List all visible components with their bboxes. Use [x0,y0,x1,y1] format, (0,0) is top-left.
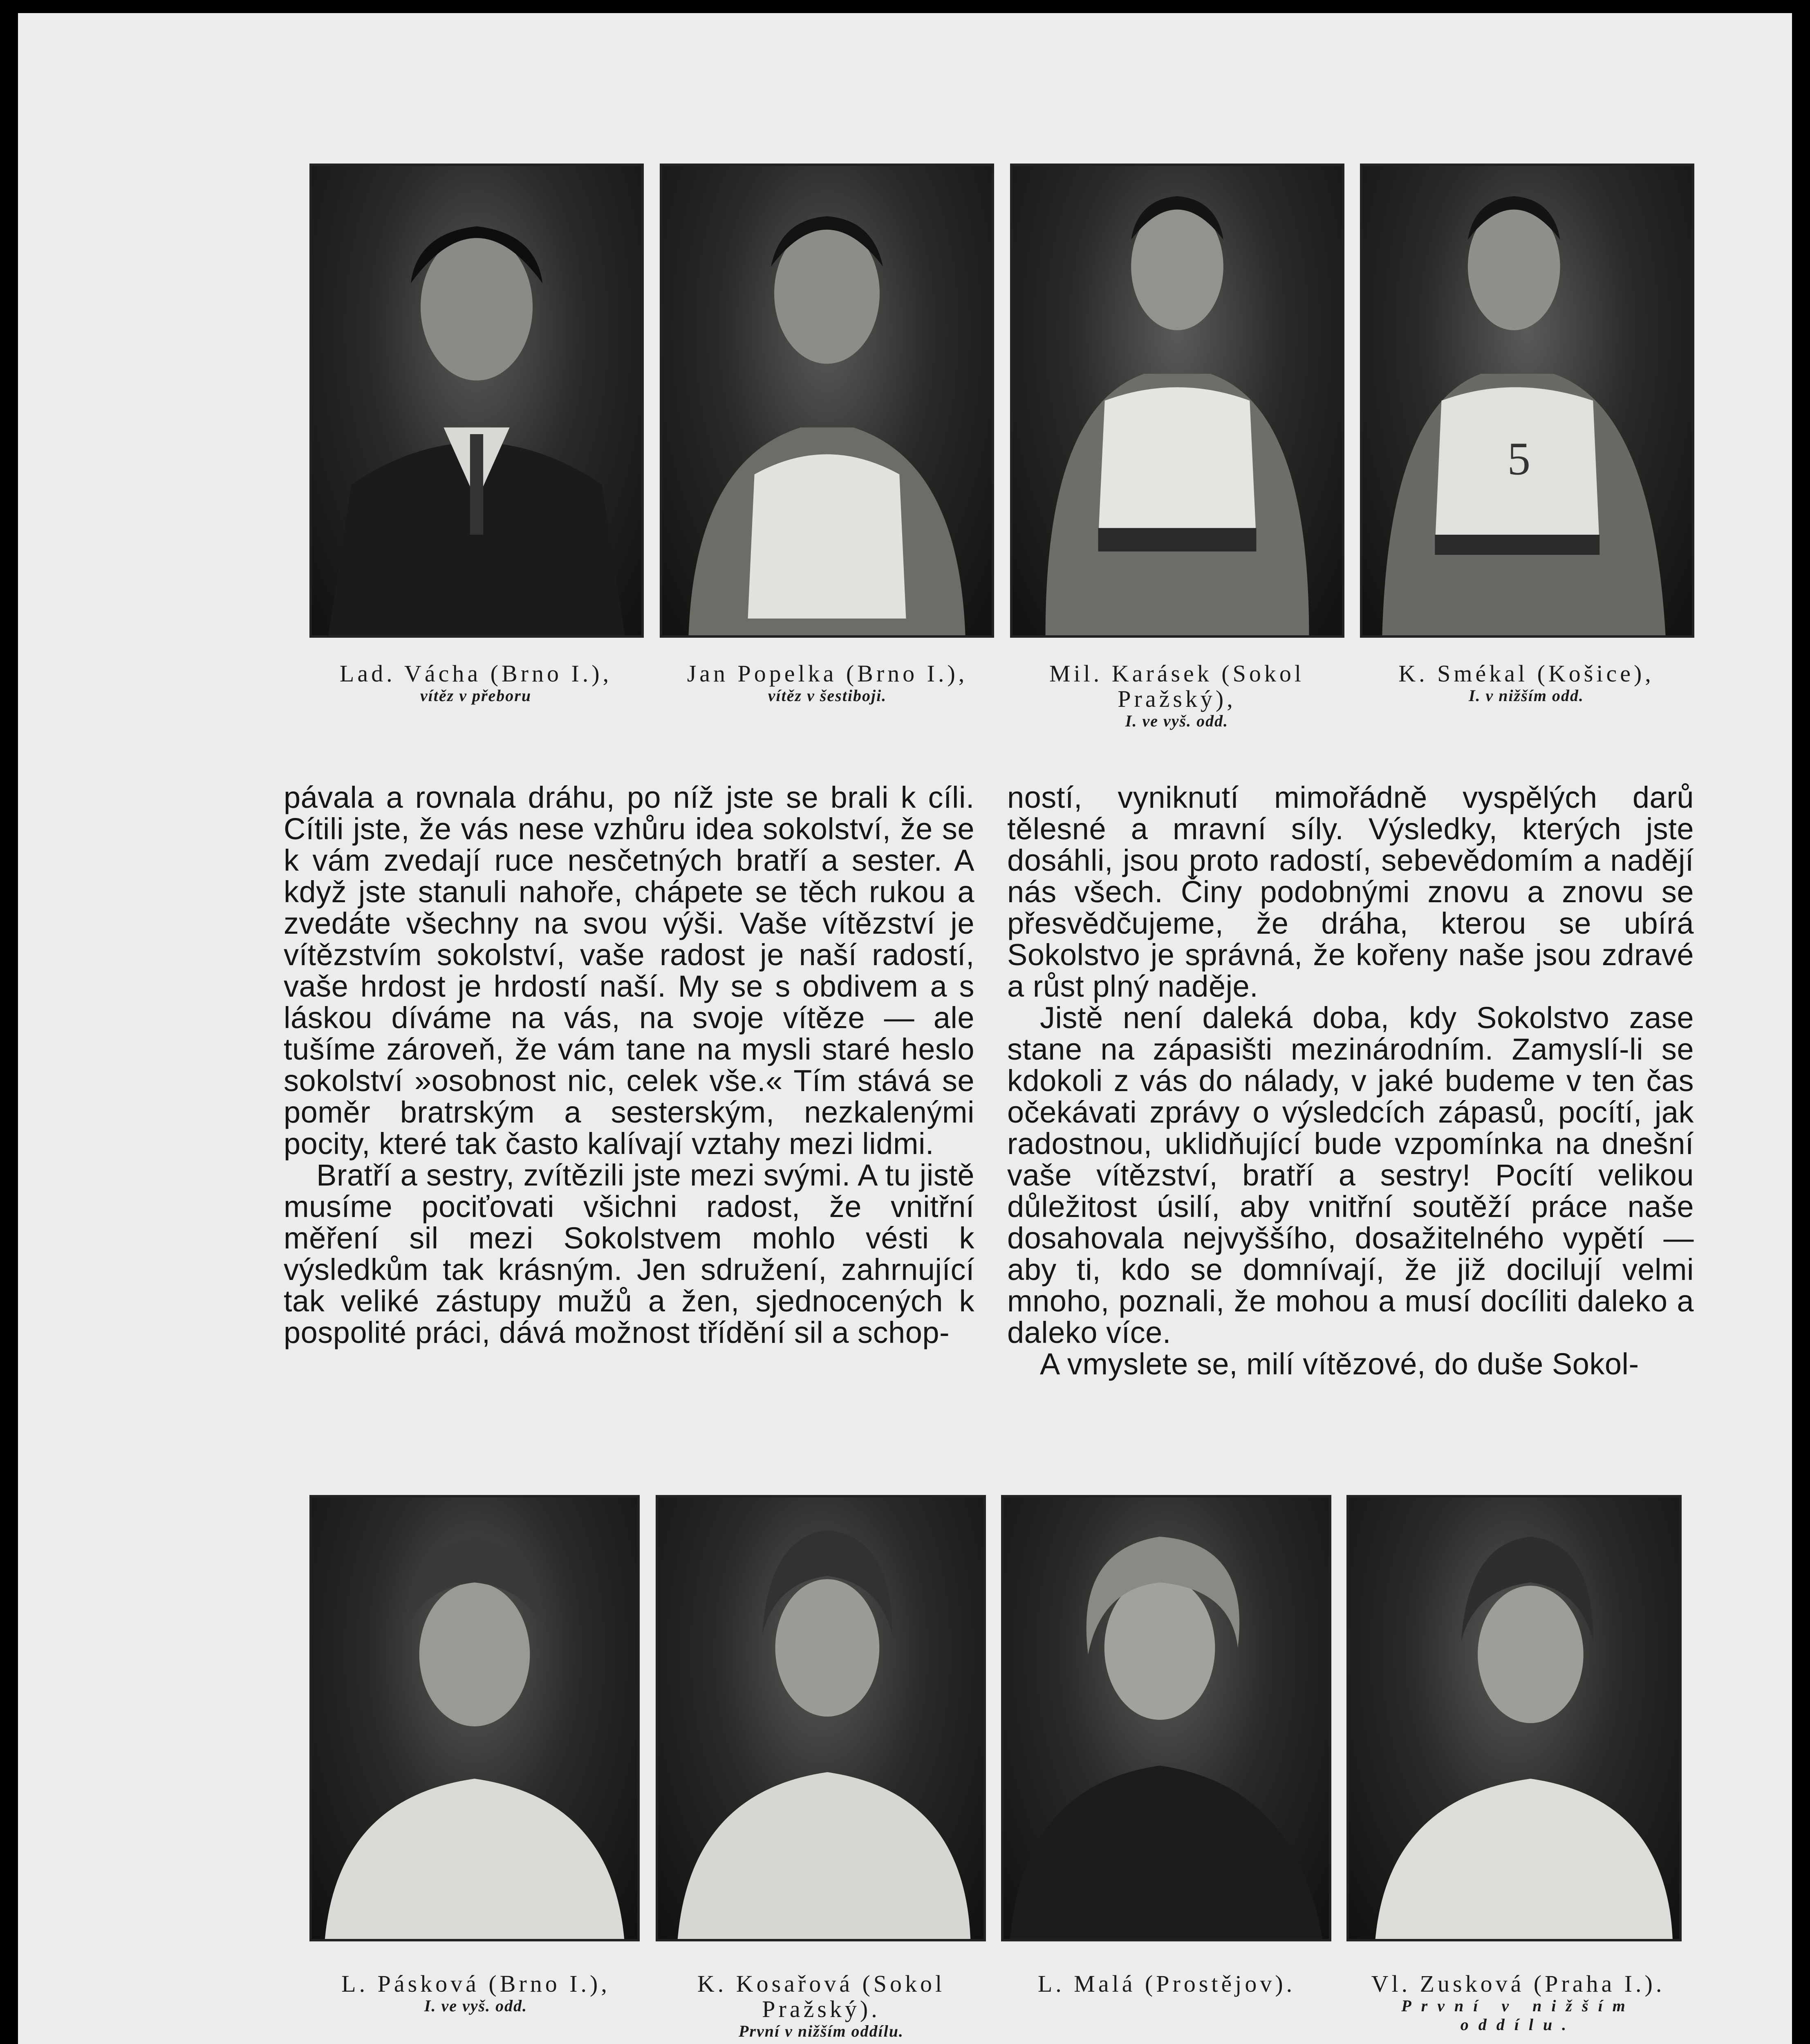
portrait-man-athletic-5-icon [1362,166,1692,635]
portrait-man-athletic-icon [662,166,992,635]
photo-smekal [1360,164,1694,638]
caption-name: K. Kosařová (Sokol Pražský). [697,1970,945,2022]
photo-popelka [660,164,994,638]
caption-name: Lad. Vácha (Brno I.), [339,660,612,687]
caption-popelka [652,661,1003,705]
article-right-column [1007,782,1694,1380]
paragraph: Bratří a sestry, zvítězili jste mezi svými. A tu jistě musíme pociťovati všichni radost, že vnitřní měření sil mezi Sokolstvem mohlo vésti k výsledkům tak krásným. Jen sdružení, zahrnující tak veliké zástupy mužů a žen, sjednocených k pospolité práci, dává možnost třídění sil a schop- [284,1158,974,1349]
caption-subtitle: První v nižším oddílu. [1401,1997,1635,2034]
caption-mala [995,1971,1338,1997]
portrait-man-athletic-icon [1013,166,1342,635]
caption-subtitle: I. v nižším odd. [1468,686,1584,705]
paragraph: pávala a rovnala dráhu, po níž jste se brali k cíli. Cítili jste, že vás nese vzhůru idea sokolství, že se k vám zvedají ruce nesčetných bratří a sester. A když jste stanuli nahoře, chápete se těch rukou a zvedáte všechny na svou výši. Vaše vítězství je vítězstvím sokolství, vaše radost je naší radostí, vaše hrdost je hrdostí naší. My se s obdivem a s láskou díváme na vás, na svoje vítěze — ale tušíme zároveň, že vám tane na mysli staré heslo sokolství »osobnost nic, celek vše.« Tím stává se poměr bratrským a sesterským, nezkalenými pocity, které tak často kalívají vztahy mezi lidmi. [284,780,974,1161]
caption-name: L. Pásková (Brno I.), [341,1970,610,1997]
photo-kosarova [656,1495,986,1941]
caption-subtitle: vítěz v přeboru [420,686,532,705]
portrait-woman-headscarf-icon [658,1497,983,1939]
caption-subtitle: I. ve vyš. odd. [1125,712,1229,730]
photo-zuskova [1346,1495,1682,1941]
paragraph: A vmyslete se, milí vítězové, do duše Sokol- [1040,1347,1639,1381]
caption-kosarova [654,1971,989,2041]
paragraph: ností, vyniknutí mimořádně vyspělých darů tělesné a mravní síly. Výsledky, kterých jste dosáhli, jsou proto radostí, sebevědomím a nadějí nás všech. Činy podobnými znovu a znovu se přesvědčujeme, že dráha, kterou se ubírá Sokolstvo je správná, že kořeny naše jsou zdravé a růst plný naděje. [1007,780,1694,1003]
portrait-woman-headscarf-icon [312,1497,637,1939]
paragraph: Jistě není daleká doba, kdy Sokolstvo zase stane na zápasišti mezinárodním. Zamyslí-li se kdokoli z vás do nálady, v jaké budeme v ten čas očekávati zprávy o výsledcích zápasů, pocítí, jak radostnou, uklidňující bude vzpomínka na dnešní vaše vítězství, bratří a sestry! Pocítí velikou důležitost úsilí, aby vnitřní soutěží práce naše dosahovala nejvyššího, dosažitelného vypětí — aby ti, kdo se domnívají, že již docilují velmi mnoho, poznali, že mohou a musí docíliti daleko a daleko více. [1007,1001,1694,1349]
photo-mala [1001,1495,1331,1941]
caption-paskova [300,1971,652,2015]
caption-subtitle: První v nižším oddílu. [738,2022,904,2040]
caption-zuskova [1338,1971,1698,2034]
svg-text:5: 5 [1507,433,1531,485]
caption-name: Vl. Zusková (Praha I.). [1371,1970,1665,1997]
portrait-man-suit-icon [312,166,641,635]
photo-vacha [309,164,644,638]
caption-subtitle: vítěz v šestiboji. [768,686,887,705]
portrait-woman-headscarf-icon [1349,1497,1679,1939]
caption-subtitle: I. ve vyš. odd. [424,1997,528,2015]
caption-name: Mil. Karásek (Sokol Pražský), [1049,660,1304,712]
caption-vacha [300,661,652,705]
portrait-woman-dark-dress-icon [1004,1497,1329,1939]
caption-name: L. Malá (Prostějov). [1037,1970,1296,1997]
caption-name: Jan Popelka (Brno I.), [687,660,968,687]
photo-paskova [309,1495,640,1941]
photo-karasek [1010,164,1344,638]
caption-smekal [1351,661,1702,705]
caption-karasek [1015,661,1338,731]
magazine-page [18,13,1792,2044]
article-left-column [284,782,974,1348]
caption-name: K. Smékal (Košice), [1398,660,1654,687]
